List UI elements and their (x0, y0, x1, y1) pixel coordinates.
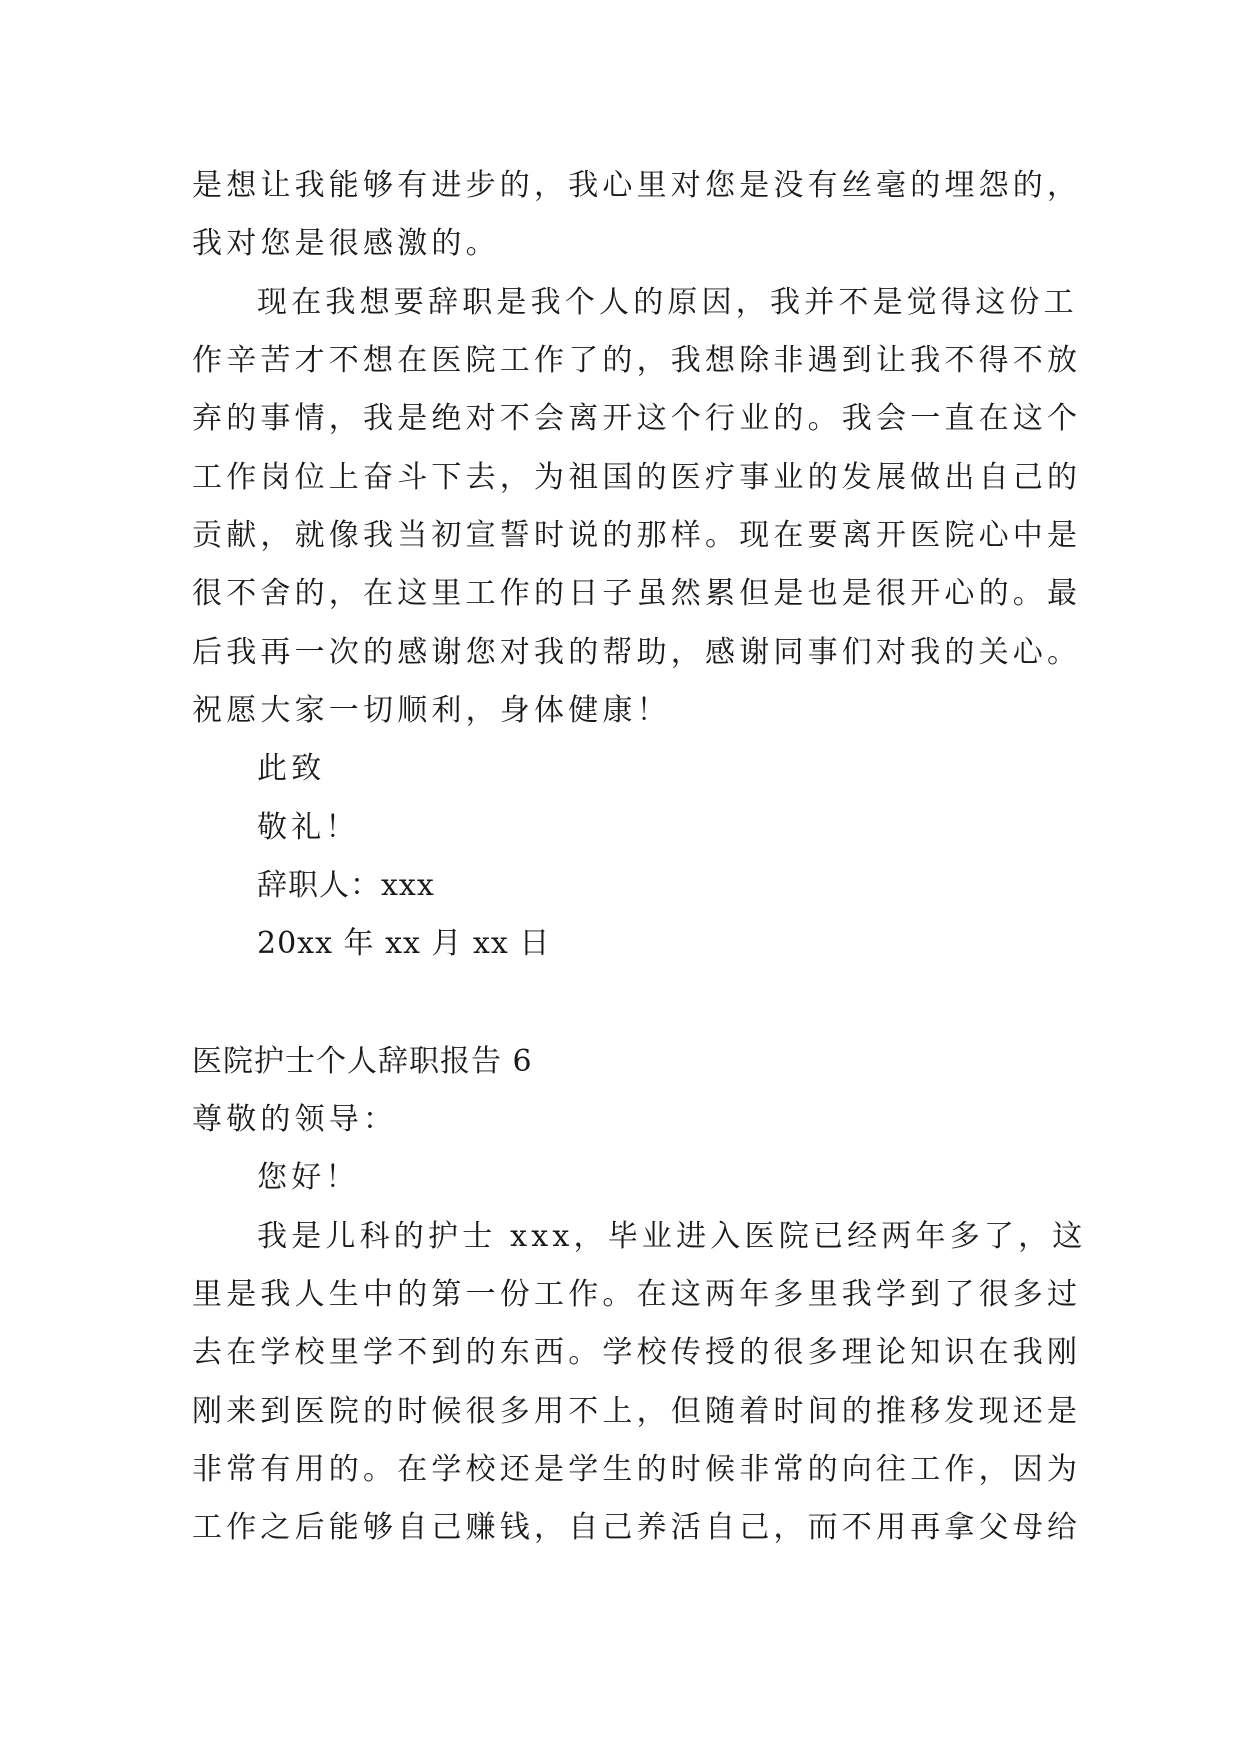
closing-salutation: 此致 (257, 751, 326, 786)
paragraph-line: 现在我想要辞职是我个人的原因，我并不是觉得这份工 (257, 285, 1078, 320)
paragraph-line: 非常有用的。在学校还是学生的时候非常的向往工作，因为 (192, 1452, 1082, 1487)
recipient-line: 尊敬的领导： (192, 1102, 398, 1137)
paragraph-line: 去在学校里学不到的东西。学校传授的很多理论知识在我刚 (192, 1335, 1082, 1370)
closing-regards: 敬礼！ (257, 810, 360, 845)
greeting-line: 您好！ (257, 1160, 360, 1195)
paragraph-line: 工作岗位上奋斗下去，为祖国的医疗事业的发展做出自己的 (192, 460, 1082, 495)
paragraph-line: 作辛苦才不想在医院工作了的，我想除非遇到让我不得不放 (192, 343, 1082, 378)
paragraph-line: 里是我人生中的第一份工作。在这两年多里我学到了很多过 (192, 1277, 1082, 1312)
section-title: 医院护士个人辞职报告 6 (192, 1044, 533, 1079)
paragraph-line: 我对您是很感激的。 (192, 226, 500, 261)
paragraph-line: 是想让我能够有进步的，我心里对您是没有丝毫的埋怨的， (192, 168, 1082, 203)
paragraph-line: 我是儿科的护士 xxx，毕业进入医院已经两年多了，这 (257, 1219, 1087, 1254)
paragraph-line: 祝愿大家一切顺利，身体健康！ (192, 693, 671, 728)
paragraph-line: 弃的事情，我是绝对不会离开这个行业的。我会一直在这个 (192, 401, 1082, 436)
paragraph-line: 贡献，就像我当初宣誓时说的那样。现在要离开医院心中是 (192, 518, 1082, 553)
paragraph-line: 工作之后能够自己赚钱，自己养活自己，而不用再拿父母给 (192, 1510, 1082, 1545)
paragraph-line: 刚来到医院的时候很多用不上，但随着时间的推移发现还是 (192, 1394, 1082, 1429)
date-line: 20xx 年 xx 月 xx 日 (257, 926, 551, 961)
signer-line: 辞职人：xxx (257, 868, 435, 903)
paragraph-line: 很不舍的，在这里工作的日子虽然累但是也是很开心的。最 (192, 576, 1082, 611)
paragraph-line: 后我再一次的感谢您对我的帮助，感谢同事们对我的关心。 (192, 635, 1082, 670)
